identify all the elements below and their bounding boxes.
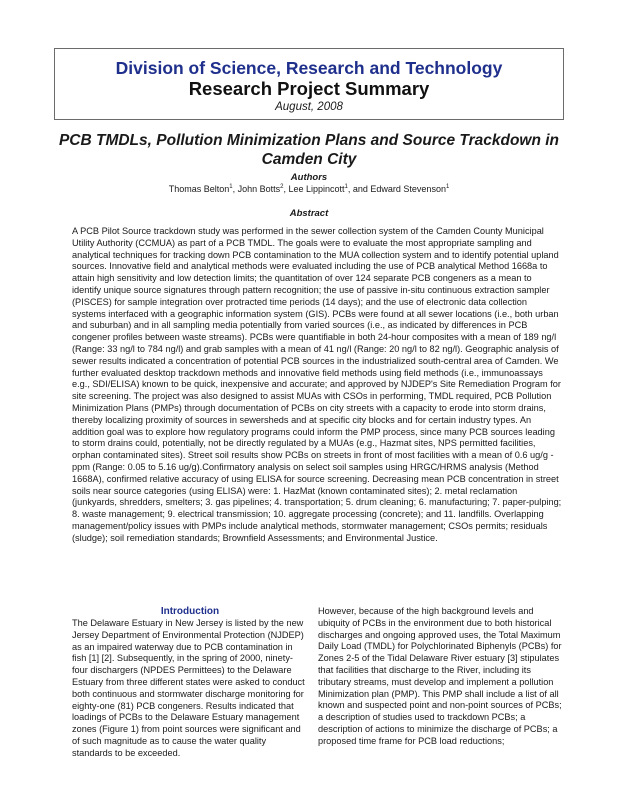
author-name: Lee Lippincott bbox=[288, 184, 345, 194]
publication-date: August, 2008 bbox=[275, 101, 343, 113]
author-name: John Botts bbox=[237, 184, 281, 194]
authors-heading: Authors bbox=[290, 172, 328, 183]
author-name: Thomas Belton bbox=[168, 184, 230, 194]
author-separator: , bbox=[283, 184, 289, 194]
header-box bbox=[54, 48, 564, 120]
introduction-right-column bbox=[318, 606, 564, 748]
author-separator: , and bbox=[347, 184, 371, 194]
author-affiliation: 1 bbox=[445, 184, 450, 190]
abstract-heading: Abstract bbox=[289, 208, 329, 219]
introduction-right-text: However, because of the high background levels and ubiquity of PCBs in the environment due to both historical discharges and ongoing approved uses, the Total Maximum Daily Load (TMDL) for Polychlorinated Biphenyls (PCBs) for Zones 2-5 of the Tidal Delaware River estuary [3] stipulates that facilities that discharge to the River, including its tributary streams, must develop and implement a pollution Minimization plan (PMP). This PMP shall include a list of all known and suspected point and non-point sources of PCBs; a description of studies used to trackdown PCBs; a description of actions to minimize the discharge of PCBs; a proposed time frame for PCB load reductions; bbox=[318, 606, 562, 746]
introduction-heading: Introduction bbox=[160, 606, 220, 617]
introduction-left-text: The Delaware Estuary in New Jersey is listed by the new Jersey Department of Environmental Protection (NJDEP) as an impaired waterway due to PCB contamination in fish [1] [2]. Subsequently, in the spring of 2000, ninety-four dischargers (NPDES Permittees) to the Delaware Estuary from three different states were asked to conduct both continuous and stormwater discharge monitoring for eighty-one (81) PCB congeners. Results indicated that loadings of PCBs to the Delaware Estuary management zones (Figure 1) from point sources were significant and of such magnitude as to cause the water quality standards to be exceeded. bbox=[72, 618, 305, 758]
author-separator: , bbox=[232, 184, 238, 194]
author-affiliation: 1 bbox=[229, 184, 233, 190]
introduction-left-column bbox=[72, 606, 308, 760]
author-affiliation: 1 bbox=[344, 184, 348, 190]
division-name: Division of Science, Research and Technology bbox=[115, 58, 503, 78]
author-name: Edward Stevenson bbox=[370, 184, 446, 194]
authors-line bbox=[0, 184, 618, 194]
abstract-text: A PCB Pilot Source trackdown study was performed in the sewer collection system of the Camden County Municipal Utility Authority (CCMUA) as part of a PCB TMDL. The goals were to evaluate the most appropriate sampling and analytical techniques for tracking down PCB contamination to the MUA collection system and to identify potential upland sources. Innovative field and analytical methods were evaluated including the use of PCB analytical Method 1668a to attain high sensitivity and low detection limits; the quantitation of over 124 separate PCB congeners as a mean to identify unique source signatures through pattern recognition; the use of passive in-situ continuous extraction sampler (PISCES) for sample integration over protracted time periods (14 days); and the use of electronic data collection systems interfaced with a geographic information system (GIS). PCBs were found at all sewer locations (i.e., both urban and suburban) and in all sampling media potentially from varied sources (i.e., as indicated by differences in PCB congener profiles between waste streams). PCBs were quantifiable in both 24-hour composites with a mean of 189 ng/l (Range: 33 ng/l to 784 ng/l) and grab samples with a mean of 41 ng/l (Range: 20 ng/l to 82 ng/l). Geographic analysis of sewer results indicated a concentration of potential PCB sources in the industrialized south-central area of Camden. We further evaluated desktop trackdown methods and innovative field methods using field methods (i.e., immunoassays e.g., SDI/ELISA) known to be quick, inexpensive and accurate; and approved by NJDEP's Site Remediation Program for site screening. The project was also designed to assist MUAs with CSOs in performing, TMDL required, PCB Pollution Minimization Plans (PMPs) through documentation of PCBs on city streets with a capacity to erode into storm drains, thereby localizing proximity of sources in sewersheds and at specific city blocks and for certain industry types. An addition goal was to explore how regulatory programs could inform the PMP process, since many PCB sources leading to storm drains could, potentially, not be directly regulated by a MUAs (e.g., Hazmat sites, NPS permitted facilities, orphan contaminated sites). Street soil results show PCBs on streets in front of most facilities with a mean of 0.6 ug/g - ppm (Range: 0.05 to 5.16 ug/g).Confirmatory analysis on select soil samples using HRGC/HRMS analysis (Method 1668A), confirmed relative accuracy of using ELISA for source screening. Decreasing mean PCB concentration in street soils near source categories (using ELISA) were: 1. HazMat (known contaminated sites); 2. metal reclamation (junkyards, shredders, smelters; 3. gas pipelines; 4. transportation; 5. drum cleaning; 6. manufacturing; 7. paper-pulping; 8. waste management; 9. electrical transmission; 10. aggregate processing (concrete); and 11. landfills. Overlapping management/policy issues with PMPs include analytical methods, stormwater management; CSOs permits; residuals (sludge); soil remediation standards; Brownfield Assessments; and Environmental Justice. bbox=[72, 226, 562, 543]
document-type: Research Project Summary bbox=[188, 78, 430, 99]
page-title: PCB TMDLs, Pollution Minimization Plans and Source Trackdown in Camden City bbox=[58, 132, 560, 168]
author-affiliation: 2 bbox=[280, 184, 284, 190]
